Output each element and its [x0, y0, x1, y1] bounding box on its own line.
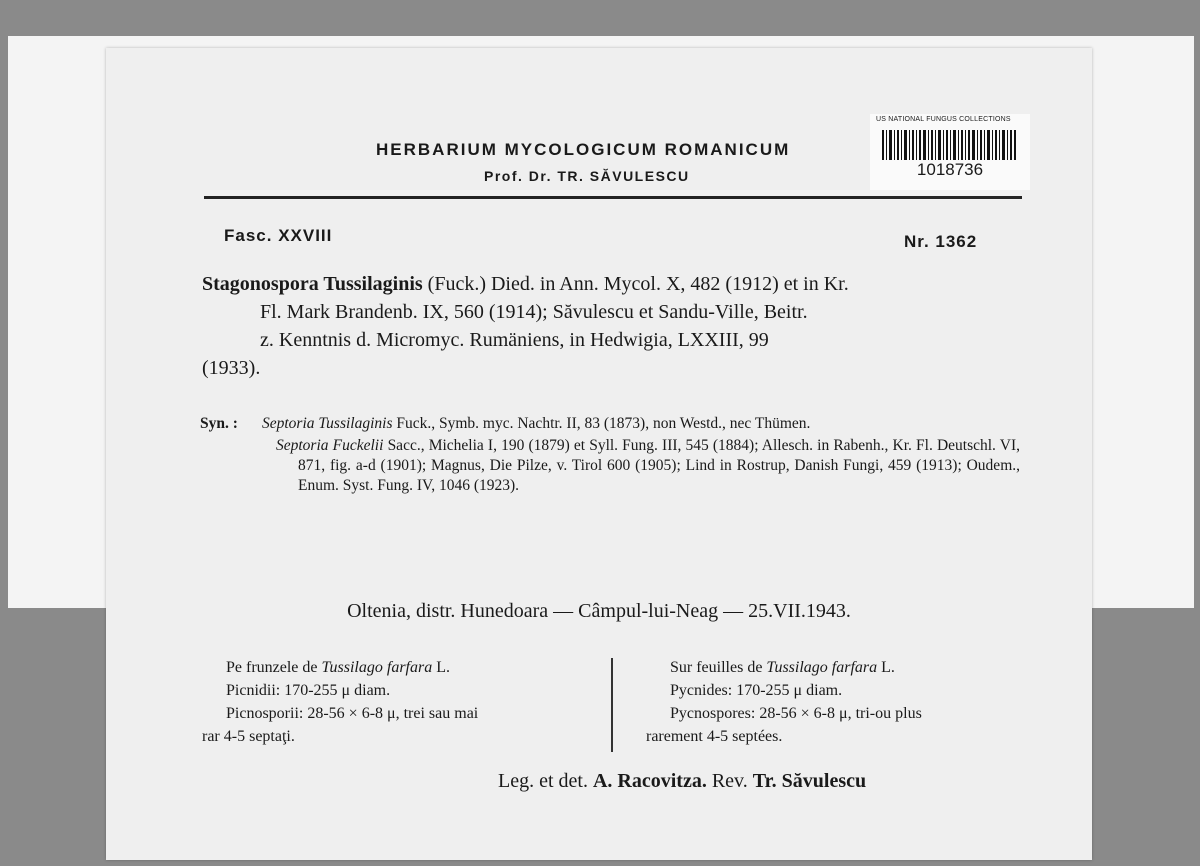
synonym-2-name: Septoria Fuckelii — [276, 437, 384, 454]
picnosporii-1: Picnosporii: 28-56 × 6-8 μ, trei sau mai — [226, 705, 479, 722]
synonym-1 — [206, 414, 1020, 434]
specimen-label — [106, 48, 1092, 860]
host-ro-name: Tussilago farfara — [321, 659, 433, 676]
header-rule — [204, 196, 1022, 199]
reviewer-name: Tr. Săvulescu — [752, 770, 867, 792]
pycnospores-2: rarement 4-5 septées. — [646, 728, 783, 745]
species-line-1 — [202, 270, 1018, 298]
host-fr-name: Tussilago farfara — [766, 659, 878, 676]
synonym-1-text: Fuck., Symb. myc. Nachtr. II, 83 (1873), non Westd., nec Thümen. — [396, 415, 811, 432]
collector-line — [498, 770, 866, 793]
fascicle-label: Fasc. XXVIII — [224, 226, 333, 245]
herbarium-subtitle: Prof. Dr. TR. SĂVULESCU — [484, 168, 690, 184]
description-romanian — [202, 656, 592, 748]
synonym-1-name: Septoria Tussilaginis — [262, 415, 393, 432]
host-ro — [202, 656, 592, 679]
species-citation — [202, 270, 1018, 382]
species-name: Stagonospora Tussilaginis — [202, 273, 423, 295]
locality: Oltenia, distr. Hunedoara — Câmpul-lui-Neag — 25.VII.1943. — [347, 600, 851, 622]
synonyms-label: Syn. : — [200, 415, 238, 432]
collector-name: A. Racovitza. — [592, 770, 707, 792]
barcode-label — [870, 114, 1030, 190]
synonym-2-text: Sacc., Michelia I, 190 (1879) et Syll. Fung. III, 545 (1884); Allesch. in Rabenh., Kr. Fl. Deutschl. VI, 871, fig. a-d (1901); Magnus, Die Pilze, v. Tirol 600 (1905); Lind in Rostrup, Danish Fungi, 459 (1913); Oudem., Enum. Syst. Fung. IV, 1046 (1923). — [298, 437, 1021, 494]
herbarium-title: HERBARIUM MYCOLOGICUM ROMANICUM — [376, 140, 791, 159]
description-french — [646, 656, 1034, 748]
species-line-1-text: (Fuck.) Died. in Ann. Mycol. X, 482 (1912) et in Kr. — [427, 273, 849, 295]
column-divider — [611, 658, 613, 752]
picnosporii-2: rar 4-5 septaţi. — [202, 728, 295, 745]
host-fr — [646, 656, 1034, 679]
host-fr-prefix: Sur feuilles de — [670, 659, 763, 676]
collector-prefix: Leg. et det. — [498, 770, 588, 792]
pycnospores-1: Pycnospores: 28-56 × 6-8 μ, tri-ou plus — [670, 705, 922, 722]
species-line-2: Fl. Mark Brandenb. IX, 560 (1914); Săvulescu et Sandu-Ville, Beitr. — [260, 301, 808, 323]
host-ro-suffix: L. — [436, 659, 450, 676]
barcode-icon — [882, 130, 1018, 160]
species-line-4: (1933). — [202, 357, 261, 379]
synonym-2 — [222, 436, 1020, 496]
reviewer-prefix: Rev. — [711, 770, 748, 792]
barcode-caption: US NATIONAL FUNGUS COLLECTIONS — [876, 116, 1011, 123]
barcode-number: 1018736 — [916, 160, 984, 179]
host-fr-suffix: L. — [881, 659, 895, 676]
specimen-number: Nr. 1362 — [904, 232, 978, 251]
synonyms-block — [200, 414, 1020, 496]
picnidii: Picnidii: 170-255 μ diam. — [226, 682, 391, 699]
pycnides: Pycnides: 170-255 μ diam. — [670, 682, 843, 699]
species-line-3: z. Kenntnis d. Micromyc. Rumäniens, in Hedwigia, LXXIII, 99 — [260, 329, 769, 351]
host-ro-prefix: Pe frunzele de — [226, 659, 318, 676]
